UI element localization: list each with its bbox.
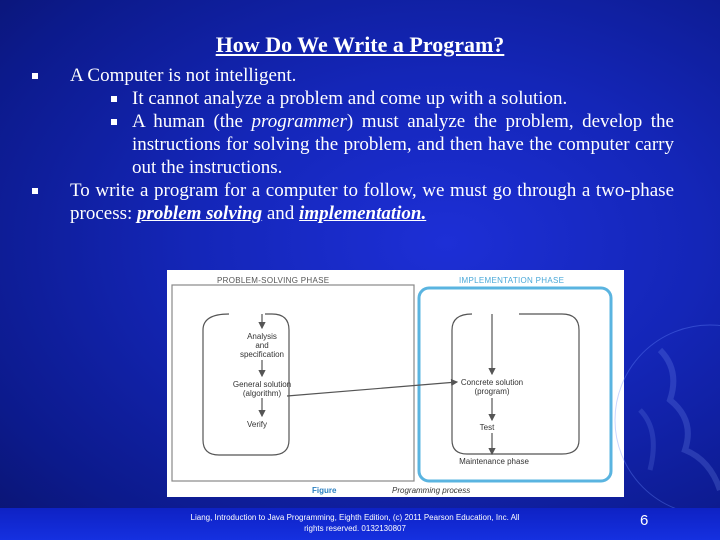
verify-node: Verify xyxy=(246,420,267,429)
sub-bullet-text-a: A human (the xyxy=(132,111,252,132)
maintenance-node: Maintenance phase xyxy=(459,457,529,466)
bullet-text: A Computer is not intelligent. xyxy=(70,65,297,86)
bullet-text-mid: and xyxy=(262,203,300,224)
globe-decoration-icon xyxy=(600,310,720,510)
concrete-line: Concrete solution xyxy=(460,378,524,387)
bullet-square-icon xyxy=(111,119,117,125)
test-node: Test xyxy=(479,423,495,432)
general-line: General solution xyxy=(232,380,292,389)
analysis-line: and xyxy=(255,341,269,350)
bullet-item xyxy=(30,179,674,225)
implementation-phase-label: IMPLEMENTATION PHASE xyxy=(459,276,565,285)
sub-bullet-item xyxy=(30,87,674,110)
sub-bullet-text-b: ) must analyze the problem, develop the instructions for solving the problem, and then have the computer carry out the instructions. xyxy=(132,111,674,178)
bullet-text-a: To write a program for a computer to follow, we must go through a two-phase process: xyxy=(70,180,674,224)
problem-phase-label: PROBLEM-SOLVING PHASE xyxy=(217,276,330,285)
programming-process-figure xyxy=(167,270,624,497)
analysis-line: Analysis xyxy=(247,332,277,341)
credit-line: rights reserved. 0132130807 xyxy=(304,524,406,533)
analysis-line: specification xyxy=(239,350,285,359)
bullet-square-icon xyxy=(32,73,38,79)
credit-line: Liang, Introduction to Java Programming, Eighth Edition, (c) 2011 Pearson Education, Inc. All xyxy=(190,513,520,522)
problem-solving-emphasis: problem solving xyxy=(137,203,263,224)
figure-label: Figure xyxy=(312,486,337,495)
bullet-square-icon xyxy=(32,188,38,194)
analysis-node xyxy=(227,332,297,359)
programmer-emphasis: programmer xyxy=(251,111,347,132)
sub-bullet-text: It cannot analyze a problem and come up with a solution. xyxy=(132,88,568,109)
bullet-square-icon xyxy=(111,96,117,102)
figure-caption: Programming process xyxy=(392,486,471,495)
bullet-item xyxy=(30,64,674,87)
sub-bullet-item xyxy=(30,110,674,179)
general-line: (algorithm) xyxy=(242,389,282,398)
general-solution-node xyxy=(222,380,302,398)
slide-title: How Do We Write a Program? xyxy=(215,32,505,57)
bullet-list xyxy=(30,64,674,225)
page-number: 6 xyxy=(640,512,649,529)
concrete-line: (program) xyxy=(474,387,510,396)
concrete-solution-node xyxy=(447,378,537,396)
implementation-emphasis: implementation. xyxy=(299,203,427,224)
footer-credit xyxy=(130,512,580,534)
